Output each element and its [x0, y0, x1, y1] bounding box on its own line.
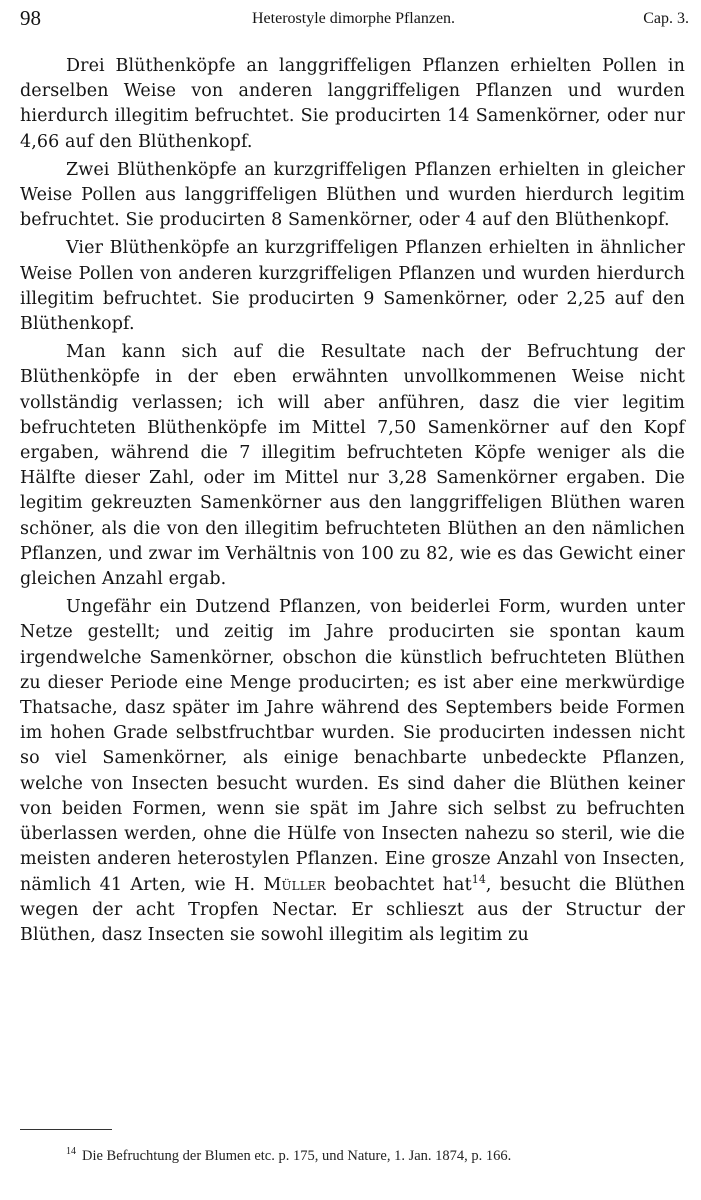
footnote-divider: [20, 1129, 112, 1130]
paragraph-1: Drei Blüthenköpfe an langgriffeligen Pflanzen erhielten Pollen in derselben Weise von anderen langgriffeligen Pflanzen und wurden hierdurch illegitim befruchtet. Sie producirten 14 Samenkörner, oder nur 4,66 auf den Blüthenkopf.: [20, 56, 685, 152]
paragraph-5-text-c: , besucht die Blüthen wegen der acht Tropfen Nectar. Er schlieszt aus der Structur der Blüthen, dasz Insecten sie sowohl illegitim als legitim zu: [20, 874, 685, 945]
footnote-reference: 14: [471, 872, 486, 886]
footnote-number: 14: [66, 1146, 76, 1157]
paragraph-4: Man kann sich auf die Resultate nach der Befruchtung der Blüthenköpfe in der eben erwähnten unvollkommenen Weise nicht vollständig verlassen; ich will aber anführen, dasz die vier legitim befruchteten Blüthenköpfe im Mittel 7,50 Samenkörner auf den Kopf ergaben, während die 7 illegitim befruchteten Köpfe weniger als die Hälfte dieser Zahl, oder im Mittel nur 3,28 Samenkörner ergaben. Die legitim gekreuzten Samenkörner aus den langgriffeligen Blüthen waren schöner, als die von den illegitim befruchteten Blüthen an den nämlichen Pflanzen, und zwar im Verhältnis von 100 zu 82, wie es das Gewicht einer gleichen Anzahl ergab.: [20, 342, 685, 590]
body-text: [20, 54, 685, 951]
chapter-label: Cap. 3.: [643, 10, 689, 27]
page-header: [20, 6, 689, 32]
paragraph-3: Vier Blüthenköpfe an kurzgriffeligen Pflanzen erhielten in ähnlicher Weise Pollen von anderen kurzgriffeligen Pflanzen und wurden hierdurch illegitim befruchtet. Sie producirten 9 Samenkörner, oder 2,25 auf den Blüthenkopf.: [20, 238, 685, 335]
paragraph-2: Zwei Blüthenköpfe an kurzgriffeligen Pflanzen erhielten in gleicher Weise Pollen aus langgriffeligen Blüthen und wurden hierdurch legitim befruchtet. Sie producirten 8 Samenkörner, oder 4 auf den Blüthenkopf.: [20, 159, 685, 231]
footnote-text: Die Befruchtung der Blumen etc. p. 175, und Nature, 1. Jan. 1874, p. 166.: [82, 1147, 512, 1164]
page-number: 98: [20, 6, 41, 30]
author-name: Müller: [263, 874, 326, 895]
paragraph-5-text-a: Ungefähr ein Dutzend Pflanzen, von beiderlei Form, wurden unter Netze gestellt; und zeitig im Jahre producirten sie spontan kaum irgendwelche Samenkörner, obschon die künstlich befruchteten Blüthen zu dieser Periode eine Menge producirten; es ist aber eine merkwürdige Thatsache, dasz später im Jahre während des Septembers beide Formen im hohen Grade selbstfruchtbar wurden. Sie producirten indessen nicht so viel Samenkörner, als einige benachbarte unbedeckte Pflanzen, welche von Insecten besucht wurden. Es sind daher die Blüthen keiner von beiden Formen, wenn sie spät im Jahre sich selbst zu befruchten überlassen werden, ohne die Hülfe von Insecten nahezu so steril, wie die meisten anderen heterostylen Pflanzen. Eine grosze Anzahl von Insecten, nämlich 41 Arten, wie H.: [20, 597, 685, 895]
paragraph-5: [20, 595, 685, 948]
running-title: Heterostyle dimorphe Pflanzen.: [252, 10, 456, 27]
paragraph-5-text-b: beobachtet hat: [325, 874, 472, 895]
footnote: [66, 1146, 686, 1165]
